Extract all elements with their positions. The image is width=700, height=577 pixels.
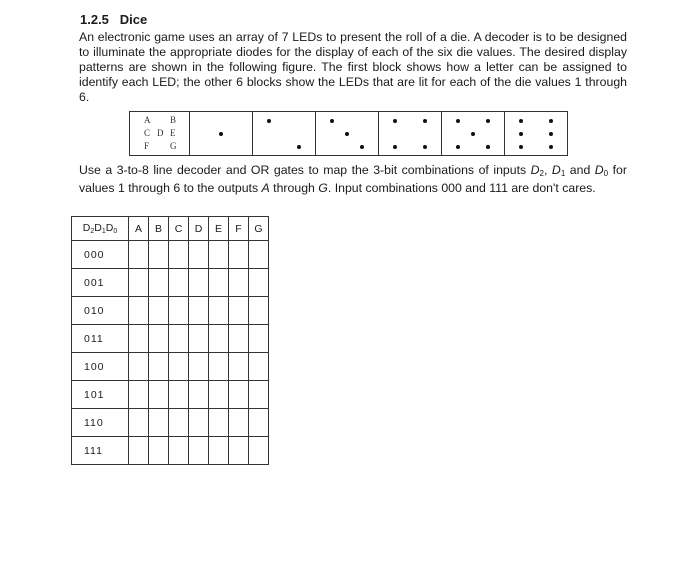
hdr-d1: D [94, 222, 102, 234]
output-cell-g[interactable] [249, 297, 269, 325]
legend-label-e: E [170, 128, 176, 138]
output-cell-e[interactable] [209, 325, 229, 353]
output-cell-b[interactable] [149, 381, 169, 409]
output-cell-c[interactable] [169, 241, 189, 269]
output-cell-c[interactable] [169, 269, 189, 297]
truth-table [71, 216, 269, 465]
output-cell-f[interactable] [229, 297, 249, 325]
intro-paragraph: An electronic game uses an array of 7 LEDs to present the roll of a die. A decoder is to be designed to illuminate the appropriate diodes for the display of each of the six die values. The desired display patterns are shown in the following figure. The first block shows how a letter can be assigned to identify each LED; the other 6 blocks show the LEDs that are lit for each of the die values 1 through 6. [79, 30, 627, 104]
die-pattern-3 [316, 112, 379, 155]
output-cell-g[interactable] [249, 353, 269, 381]
output-cell-g[interactable] [249, 325, 269, 353]
led-dot-g [486, 145, 490, 149]
input-combination-cell: 111 [72, 437, 129, 465]
led-dot-f [393, 145, 397, 149]
output-cell-f[interactable] [229, 381, 249, 409]
output-cell-d[interactable] [189, 269, 209, 297]
output-cell-g[interactable] [249, 409, 269, 437]
output-header-e: E [209, 217, 229, 241]
output-cell-a[interactable] [129, 269, 149, 297]
led-dot-b [486, 119, 490, 123]
input-d1-subscript: 1 [560, 169, 566, 178]
output-cell-f[interactable] [229, 353, 249, 381]
hdr-sub1: 1 [101, 228, 106, 235]
input-d1-letter: D [551, 163, 561, 177]
output-cell-g[interactable] [249, 381, 269, 409]
led-dot-e [549, 132, 553, 136]
output-cell-f[interactable] [229, 437, 249, 465]
table-row [72, 437, 269, 465]
output-cell-b[interactable] [149, 437, 169, 465]
hdr-sub0: 0 [113, 228, 118, 235]
output-cell-a[interactable] [129, 353, 149, 381]
input-combination-cell: 101 [72, 381, 129, 409]
output-cell-e[interactable] [209, 353, 229, 381]
output-header-g: G [249, 217, 269, 241]
led-dot-a [456, 119, 460, 123]
led-dot-d [345, 132, 349, 136]
legend-label-c: C [144, 128, 151, 138]
output-cell-a[interactable] [129, 437, 149, 465]
output-cell-e[interactable] [209, 241, 229, 269]
output-cell-f[interactable] [229, 409, 249, 437]
led-dot-g [360, 145, 364, 149]
output-cell-d[interactable] [189, 297, 209, 325]
output-cell-g[interactable] [249, 269, 269, 297]
output-cell-b[interactable] [149, 353, 169, 381]
led-dot-a [267, 119, 271, 123]
output-cell-e[interactable] [209, 297, 229, 325]
instruction-text-3: . Input combinations 000 and 111 are don't cares. [327, 181, 596, 195]
hdr-sub2: 2 [90, 228, 95, 235]
instruction-text-2: for values 1 through 6 to the outputs [79, 163, 627, 195]
output-cell-d[interactable] [189, 241, 209, 269]
led-dot-a [330, 119, 334, 123]
through-text: through [269, 181, 319, 195]
table-row [72, 353, 269, 381]
output-cell-e[interactable] [209, 409, 229, 437]
input-d0-letter: D [594, 163, 604, 177]
section-heading [80, 12, 147, 27]
output-cell-c[interactable] [169, 381, 189, 409]
truth-table-header [72, 217, 269, 241]
output-cell-a[interactable] [129, 241, 149, 269]
truth-table-body [72, 241, 269, 465]
led-dot-c [519, 132, 523, 136]
instruction-text-1: Use a 3-to-8 line decoder and OR gates to map the 3-bit combinations of inputs [79, 163, 531, 177]
output-header-c: C [169, 217, 189, 241]
table-row [72, 409, 269, 437]
die-pattern-1 [190, 112, 253, 155]
output-cell-b[interactable] [149, 297, 169, 325]
die-pattern-6 [505, 112, 567, 155]
output-cell-b[interactable] [149, 269, 169, 297]
output-a-letter: A [261, 181, 270, 195]
section-title: Dice [119, 12, 148, 27]
legend-label-f: F [144, 141, 150, 151]
output-cell-e[interactable] [209, 381, 229, 409]
led-dot-d [219, 132, 223, 136]
output-cell-g[interactable] [249, 437, 269, 465]
input-d2-letter: D [530, 163, 540, 177]
output-cell-c[interactable] [169, 437, 189, 465]
output-cell-c[interactable] [169, 325, 189, 353]
table-row [72, 269, 269, 297]
output-cell-c[interactable] [169, 297, 189, 325]
table-row [72, 297, 269, 325]
table-row [72, 325, 269, 353]
hdr-d2: D [82, 222, 91, 234]
separator: , [544, 163, 552, 177]
output-cell-d[interactable] [189, 381, 209, 409]
input-combination-cell: 110 [72, 409, 129, 437]
output-cell-d[interactable] [189, 409, 209, 437]
led-dot-f [456, 145, 460, 149]
output-cell-a[interactable] [129, 297, 149, 325]
output-cell-d[interactable] [189, 325, 209, 353]
output-cell-f[interactable] [229, 325, 249, 353]
output-cell-d[interactable] [189, 353, 209, 381]
led-dot-f [519, 145, 523, 149]
output-header-b: B [149, 217, 169, 241]
input-column-header [72, 217, 129, 241]
input-d2-subscript: 2 [539, 169, 544, 178]
die-pattern-5 [442, 112, 505, 155]
hdr-d0: D [105, 222, 114, 234]
output-header-a: A [129, 217, 149, 241]
output-cell-d[interactable] [189, 437, 209, 465]
output-cell-e[interactable] [209, 269, 229, 297]
led-dot-g [549, 145, 553, 149]
output-cell-f[interactable] [229, 241, 249, 269]
output-cell-g[interactable] [249, 241, 269, 269]
output-g-letter: G [318, 181, 328, 195]
led-dot-g [423, 145, 427, 149]
table-row [72, 241, 269, 269]
die-pattern-4 [379, 112, 442, 155]
input-combination-cell: 100 [72, 353, 129, 381]
led-dot-b [423, 119, 427, 123]
output-cell-c[interactable] [169, 409, 189, 437]
output-cell-b[interactable] [149, 325, 169, 353]
output-cell-a[interactable] [129, 409, 149, 437]
instruction-paragraph [79, 163, 627, 196]
led-dot-g [297, 145, 301, 149]
output-cell-b[interactable] [149, 409, 169, 437]
die-pattern-2 [253, 112, 316, 155]
legend-label-g: G [170, 141, 177, 151]
led-dot-a [393, 119, 397, 123]
input-combination-cell: 010 [72, 297, 129, 325]
led-legend-block [130, 112, 190, 155]
led-dot-b [549, 119, 553, 123]
legend-label-d: D [157, 128, 164, 138]
output-cell-a[interactable] [129, 325, 149, 353]
led-figure [129, 111, 568, 156]
legend-label-b: B [170, 115, 177, 125]
table-row [72, 381, 269, 409]
output-header-d: D [189, 217, 209, 241]
output-cell-a[interactable] [129, 381, 149, 409]
input-combination-cell: 001 [72, 269, 129, 297]
output-cell-f[interactable] [229, 269, 249, 297]
section-number: 1.2.5 [80, 12, 109, 27]
legend-label-a: A [144, 115, 151, 125]
input-combination-cell: 000 [72, 241, 129, 269]
output-header-f: F [229, 217, 249, 241]
output-cell-b[interactable] [149, 241, 169, 269]
output-cell-e[interactable] [209, 437, 229, 465]
and-text: and [565, 163, 595, 177]
led-dot-d [471, 132, 475, 136]
input-combination-cell: 011 [72, 325, 129, 353]
input-d0-subscript: 0 [603, 169, 609, 178]
led-dot-a [519, 119, 523, 123]
output-cell-c[interactable] [169, 353, 189, 381]
